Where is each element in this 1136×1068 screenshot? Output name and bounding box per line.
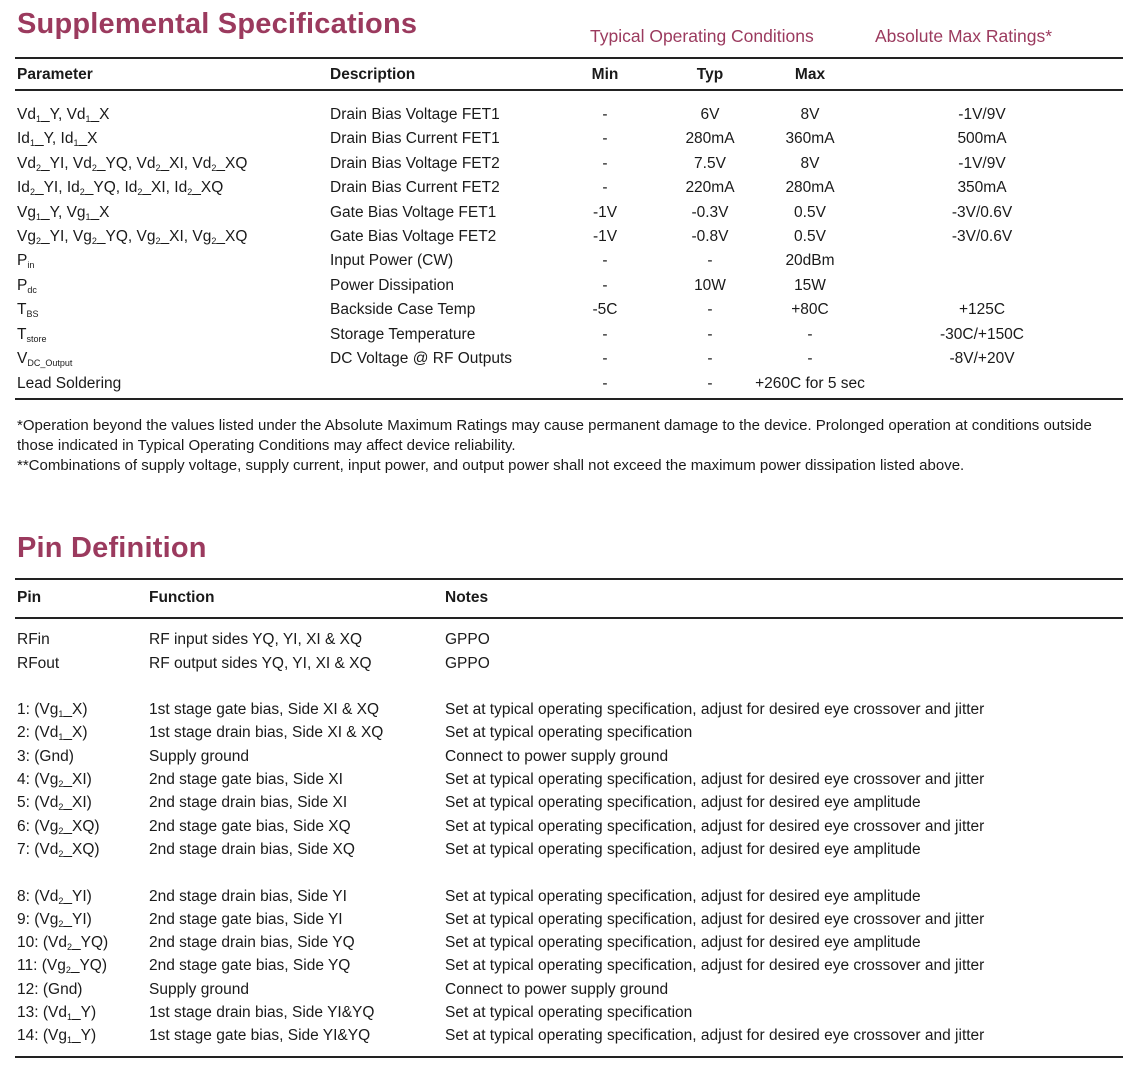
pin-function: 2nd stage gate bias, Side YQ xyxy=(149,957,351,974)
spec-row xyxy=(0,301,1136,325)
pin-notes: Set at typical operating specification, adjust for desired eye amplitude xyxy=(445,934,921,951)
pin-name: 3: (Gnd) xyxy=(17,748,74,765)
pin-title: Pin Definition xyxy=(17,532,207,564)
pin-notes: Set at typical operating specification, adjust for desired eye crossover and jitter xyxy=(445,771,985,788)
footnote-abs-max: *Operation beyond the values listed under the Absolute Maximum Ratings may cause permanent damage to the device. Prolonged operation at conditions outside those indicated in Typical Operating Conditions may affect device reliability. xyxy=(17,417,1092,454)
spec-max: 360mA xyxy=(785,130,835,147)
spec-max: 0.5V xyxy=(794,204,826,221)
spec-abs-max: -1V/9V xyxy=(958,106,1006,123)
spec-typ: -0.8V xyxy=(691,228,729,245)
spec-row xyxy=(0,375,1136,399)
spec-row xyxy=(0,130,1136,154)
spec-abs-max: -3V/0.6V xyxy=(951,204,1013,221)
pin-row xyxy=(0,631,1136,653)
pin-function: 2nd stage gate bias, Side YI xyxy=(149,911,343,928)
spec-description: Backside Case Temp xyxy=(330,301,476,318)
pin-function: RF output sides YQ, YI, XI & XQ xyxy=(149,655,372,672)
pin-name: RFin xyxy=(17,631,50,648)
spec-top-rule xyxy=(15,57,1123,59)
pin-row xyxy=(0,981,1136,1003)
spec-typ: - xyxy=(707,301,713,318)
spec-parameter: $V_{DC\_Output}$ xyxy=(17,350,73,368)
spec-min: -5C xyxy=(592,301,618,318)
pin-notes: Connect to power supply ground xyxy=(445,981,669,998)
spec-row xyxy=(0,252,1136,276)
spec-min: -1V xyxy=(592,228,618,245)
spec-typ: 7.5V xyxy=(694,155,726,172)
pin-row xyxy=(0,771,1136,793)
pin-function: 1st stage drain bias, Side YI&YQ xyxy=(149,1004,375,1021)
spec-max: 20dBm xyxy=(785,252,835,269)
spec-min: -1V xyxy=(592,204,618,221)
pin-function: 2nd stage drain bias, Side YQ xyxy=(149,934,355,951)
spec-min: - xyxy=(602,375,608,392)
pin-notes: Set at typical operating specification, adjust for desired eye crossover and jitter xyxy=(445,911,985,928)
pin-function: 2nd stage drain bias, Side XQ xyxy=(149,841,355,858)
pin-notes: Set at typical operating specification, adjust for desired eye crossover and jitter xyxy=(445,818,985,835)
pin-row xyxy=(0,818,1136,840)
spec-title: Supplemental Specifications xyxy=(17,8,418,40)
spec-description: DC Voltage @ RF Outputs xyxy=(330,350,513,367)
spec-header-rule xyxy=(15,89,1123,91)
spec-row xyxy=(0,277,1136,301)
pin-notes: GPPO xyxy=(445,631,490,648)
header-min: Min xyxy=(591,66,619,83)
footnote-power: **Combinations of supply voltage, supply current, input power, and output power shall not exceed the maximum power dissipation listed above. xyxy=(17,457,965,474)
spec-min: - xyxy=(602,252,608,269)
spec-parameter: $Vg_2\_YI$, $Vg_2\_YQ$, $Vg_2\_XI$, $Vg_2\_XQ$ xyxy=(17,228,248,246)
spec-parameter: Lead Soldering xyxy=(17,375,122,392)
pin-row xyxy=(0,724,1136,746)
pin-notes: Set at typical operating specification, adjust for desired eye amplitude xyxy=(445,794,921,811)
pin-function: 2nd stage drain bias, Side XI xyxy=(149,794,348,811)
header-pin: Pin xyxy=(17,589,42,606)
spec-max: - xyxy=(807,326,813,343)
pin-bottom-rule xyxy=(15,1056,1123,1058)
pin-function: Supply ground xyxy=(149,748,249,765)
pin-notes: GPPO xyxy=(445,655,490,672)
spec-row xyxy=(0,106,1136,130)
pin-row xyxy=(0,888,1136,910)
spec-abs-max: -8V/+20V xyxy=(949,350,1015,367)
spec-max: 8V xyxy=(800,106,820,123)
spec-abs-max: -30C/+150C xyxy=(939,326,1025,343)
pin-notes: Set at typical operating specification xyxy=(445,724,693,741)
spec-max: 8V xyxy=(800,155,820,172)
spec-description: Gate Bias Voltage FET2 xyxy=(330,228,497,245)
pin-name: 9: $(Vg_2\_YI)$ xyxy=(17,911,92,929)
spec-description: Power Dissipation xyxy=(330,277,455,294)
spec-description: Input Power (CW) xyxy=(330,252,454,269)
spec-description: Storage Temperature xyxy=(330,326,476,343)
pin-name: 13: $(Vd_1\_Y)$ xyxy=(17,1004,97,1022)
spec-abs-max: 500mA xyxy=(957,130,1007,147)
spec-row xyxy=(0,326,1136,350)
spec-max: - xyxy=(807,350,813,367)
pin-name: 7: $(Vd_2\_XQ)$ xyxy=(17,841,100,859)
spec-typ: 280mA xyxy=(685,130,735,147)
spec-typ: 220mA xyxy=(685,179,735,196)
pin-function: 1st stage gate bias, Side XI & XQ xyxy=(149,701,380,718)
typical-conditions-label: Typical Operating Conditions xyxy=(590,26,814,46)
spec-max: 0.5V xyxy=(794,228,826,245)
pin-name: 10: $(Vd_2\_YQ)$ xyxy=(17,934,109,952)
pin-function: 2nd stage drain bias, Side YI xyxy=(149,888,347,905)
spec-description: Drain Bias Current FET1 xyxy=(330,130,500,147)
spec-max: 15W xyxy=(794,277,826,294)
spec-min: - xyxy=(602,130,608,147)
pin-row xyxy=(0,748,1136,770)
pin-name: 8: $(Vd_2\_YI)$ xyxy=(17,888,92,906)
pin-function: 1st stage gate bias, Side YI&YQ xyxy=(149,1027,371,1044)
spec-max: +80C xyxy=(791,301,829,318)
pin-row xyxy=(0,841,1136,863)
spec-row xyxy=(0,350,1136,374)
pin-name: 14: $(Vg_1\_Y)$ xyxy=(17,1027,97,1045)
spec-typ: - xyxy=(707,252,713,269)
header-parameter: Parameter xyxy=(17,66,93,83)
spec-description: Drain Bias Voltage FET2 xyxy=(330,155,500,172)
spec-parameter: $T_{store}$ xyxy=(17,326,47,344)
pin-name: RFout xyxy=(17,655,60,672)
pin-name: 12: (Gnd) xyxy=(17,981,83,998)
absolute-max-label: Absolute Max Ratings* xyxy=(875,26,1053,46)
spec-max: +260C for 5 sec xyxy=(755,375,865,392)
spec-min: - xyxy=(602,277,608,294)
pin-notes: Set at typical operating specification, adjust for desired eye crossover and jitter xyxy=(445,1027,985,1044)
spec-description: Drain Bias Current FET2 xyxy=(330,179,500,196)
spec-row xyxy=(0,204,1136,228)
spec-row xyxy=(0,155,1136,179)
spec-max: 280mA xyxy=(785,179,835,196)
header-notes: Notes xyxy=(445,589,489,606)
spec-parameter: $Id_1\_Y$, $Id_1\_X$ xyxy=(17,130,98,148)
spec-abs-max: -3V/0.6V xyxy=(951,228,1013,245)
header-description: Description xyxy=(330,66,416,83)
spec-parameter: $Vg_1\_Y$, $Vg_1\_X$ xyxy=(17,204,110,222)
header-max: Max xyxy=(794,66,826,83)
spec-abs-max: 350mA xyxy=(957,179,1007,196)
pin-notes: Set at typical operating specification xyxy=(445,1004,693,1021)
pin-row xyxy=(0,934,1136,956)
pin-row xyxy=(0,794,1136,816)
pin-notes: Set at typical operating specification, adjust for desired eye crossover and jitter xyxy=(445,701,985,718)
spec-min: - xyxy=(602,106,608,123)
spec-abs-max: +125C xyxy=(958,301,1006,318)
spec-typ: - xyxy=(707,375,713,392)
spec-parameter: $T_{BS}$ xyxy=(17,301,39,319)
pin-name: 2: $(Vd_1\_X)$ xyxy=(17,724,88,742)
pin-row xyxy=(0,911,1136,933)
spec-min: - xyxy=(602,155,608,172)
spec-row xyxy=(0,228,1136,252)
pin-name: 6: $(Vg_2\_XQ)$ xyxy=(17,818,100,836)
spec-typ: - xyxy=(707,350,713,367)
spec-parameter: $Id_2\_YI$, $Id_2\_YQ$, $Id_2\_XI$, $Id_2\_XQ$ xyxy=(17,179,224,197)
spec-typ: - xyxy=(707,326,713,343)
pin-name: 11: $(Vg_2\_YQ)$ xyxy=(17,957,108,975)
spec-bottom-rule xyxy=(15,398,1123,400)
pin-function: 2nd stage gate bias, Side XI xyxy=(149,771,343,788)
spec-typ: 6V xyxy=(700,106,720,123)
spec-parameter: $Vd_2\_YI$, $Vd_2\_YQ$, $Vd_2\_XI$, $Vd_2\_XQ$ xyxy=(17,155,248,173)
spec-row xyxy=(0,179,1136,203)
header-typ: Typ xyxy=(696,66,724,83)
spec-description: Gate Bias Voltage FET1 xyxy=(330,204,497,221)
pin-name: 1: $(Vg_1\_X)$ xyxy=(17,701,88,719)
spec-min: - xyxy=(602,350,608,367)
pin-name: 5: $(Vd_2\_XI)$ xyxy=(17,794,92,812)
pin-notes: Set at typical operating specification, adjust for desired eye amplitude xyxy=(445,841,921,858)
pin-top-rule xyxy=(15,578,1123,580)
spec-typ: -0.3V xyxy=(691,204,729,221)
pin-row xyxy=(0,701,1136,723)
pin-row xyxy=(0,1027,1136,1049)
spec-parameter: $P_{dc}$ xyxy=(17,277,37,295)
pin-notes: Connect to power supply ground xyxy=(445,748,669,765)
pin-function: 1st stage drain bias, Side XI & XQ xyxy=(149,724,384,741)
spec-parameter: $P_{in}$ xyxy=(17,252,35,270)
spec-typ: 10W xyxy=(694,277,726,294)
spec-min: - xyxy=(602,179,608,196)
pin-notes: Set at typical operating specification, adjust for desired eye crossover and jitter xyxy=(445,957,985,974)
pin-row xyxy=(0,655,1136,677)
pin-function: 2nd stage gate bias, Side XQ xyxy=(149,818,351,835)
pin-function: RF input sides YQ, YI, XI & XQ xyxy=(149,631,363,648)
spec-abs-max: -1V/9V xyxy=(958,155,1006,172)
pin-row xyxy=(0,1004,1136,1026)
spec-description: Drain Bias Voltage FET1 xyxy=(330,106,500,123)
spec-parameter: $Vd_1\_Y$, $Vd_1\_X$ xyxy=(17,106,110,124)
pin-function: Supply ground xyxy=(149,981,249,998)
pin-name: 4: $(Vg_2\_XI)$ xyxy=(17,771,92,789)
pin-row xyxy=(0,957,1136,979)
pin-notes: Set at typical operating specification, adjust for desired eye amplitude xyxy=(445,888,921,905)
spec-min: - xyxy=(602,326,608,343)
pin-header-rule xyxy=(15,617,1123,619)
header-function: Function xyxy=(149,589,215,606)
